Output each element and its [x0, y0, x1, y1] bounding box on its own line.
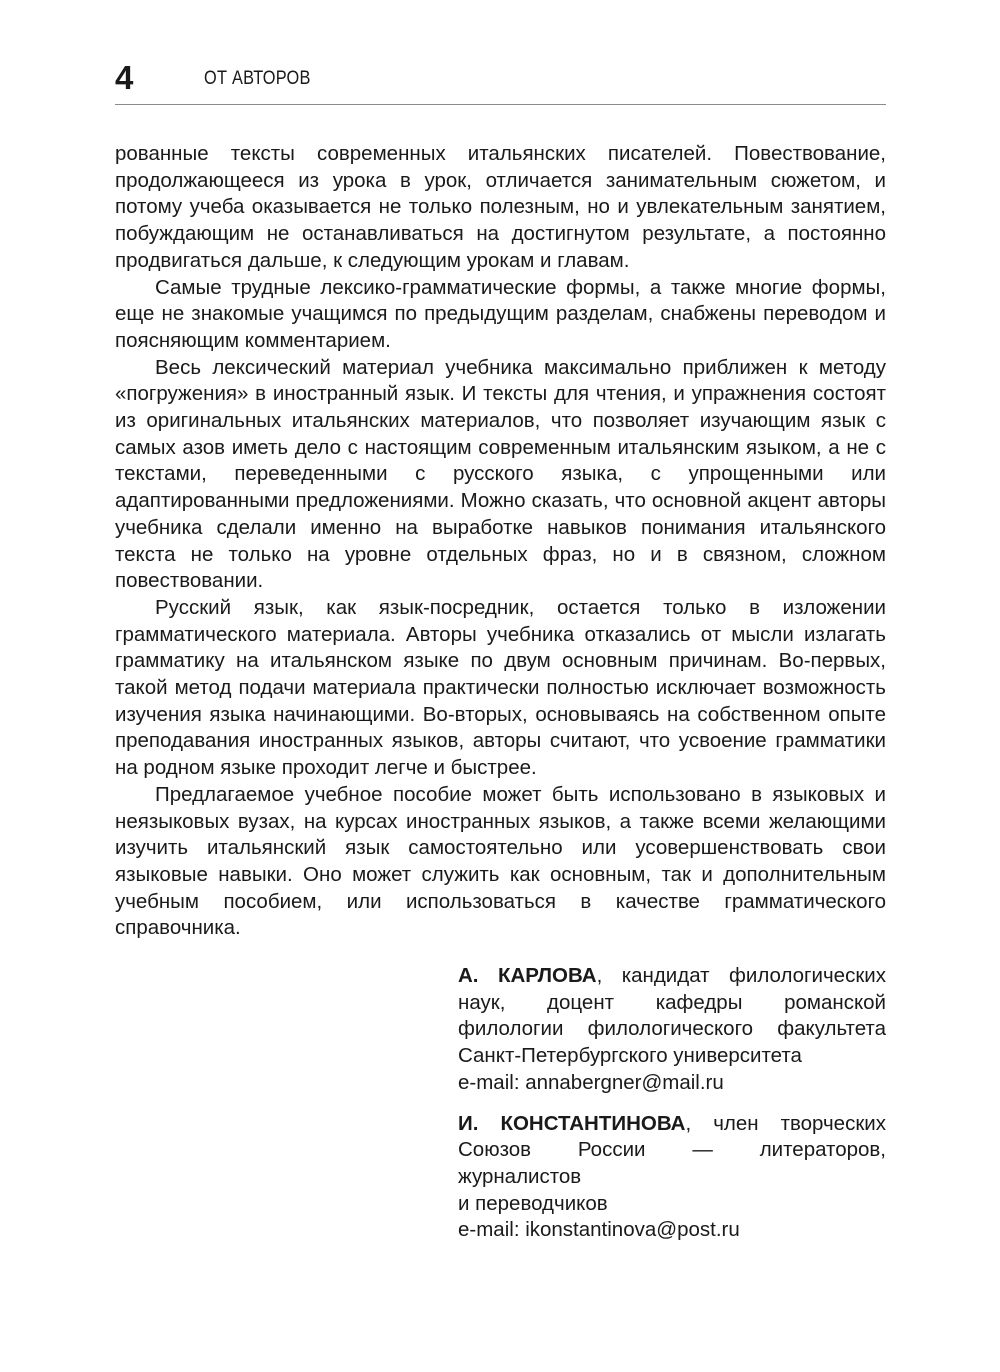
author-konstantinova-title-cont: и переводчиков [458, 1191, 608, 1215]
authors-block [458, 963, 886, 1244]
paragraph-3: Весь лексический материал учебника максимально приближен к методу «погружения» в иностранный язык. И тексты для чтения, и упражнения состоят из оригинальных итальянских материалов, что позволяет изучающим язык с самых азов иметь дело с настоящим современным итальянским языком, а не с текстами, переведенными с русского языка, с упрощенными или адаптированными предложениями. Можно сказать, что основной акцент авторы учебника сделали именно на выработке навыков понимания итальянского текста не только на уровне отдельных фраз, но и в связном, сложном повествовании. [115, 355, 886, 593]
author-konstantinova-heading [458, 1111, 886, 1191]
running-head: ОТ АВТОРОВ [204, 68, 311, 89]
page-number: 4 [115, 59, 134, 96]
paragraph-4: Русский язык, как язык-посредник, остается только в изложении грамматического материала. Авторы учебника отказались от мысли излагать грамматику на итальянском языке по двум основным причинам. Во-первых, такой метод подачи материала практически полностью исключает возможность изучения языка начинающими. Во-вторых, основываясь на собственном опыте преподавания иностранных языков, авторы считают, что усвоение грамматики на родном языке проходит легче и быстрее. [115, 595, 886, 780]
paragraph-2: Самые трудные лексико-грамматические формы, а также многие формы, еще не знакомые учащимся по предыдущим разделам, снабжены переводом и поясняющим комментарием. [115, 275, 886, 352]
body-text [115, 141, 886, 942]
paragraph-5: Предлагаемое учебное пособие может быть использовано в языковых и неязыковых вузах, на курсах иностранных языков, а также всеми желающими изучить итальянский язык самостоятельно или усовершенствовать свои языковые навыки. Оно может служить как основным, так и дополнительным учебным пособием, или использоваться в качестве грамматического справочника. [115, 782, 886, 940]
paragraph-1: рованные тексты современных итальянских писателей. Повествование, продолжающееся из урока в урок, отличается занимательным сюжетом, и потому учеба оказывается не только полезным, но и увлекательным занятием, побуждающим не останавливаться на достигнутом результате, а постоянно продвигаться дальше, к следующим урокам и главам. [115, 142, 886, 272]
author-karlova-heading [458, 963, 886, 1016]
author-konstantinova-title: , член творческих Союзов России — литераторов, журналистов [458, 1111, 886, 1188]
author-konstantinova-email: e-mail: ikonstantinova@post.ru [458, 1218, 740, 1242]
author-konstantinova-name: И. КОНСТАНТИНОВА [458, 1111, 686, 1135]
author-karlova [458, 963, 886, 1097]
author-karlova-name: А. КАРЛОВА [458, 964, 597, 987]
author-karlova-department: филологии филологического факультета [458, 1017, 886, 1041]
page-header [115, 58, 886, 105]
author-karlova-title: , кандидат филологических наук, доцент кафедры романской [458, 964, 886, 1014]
author-karlova-university: Санкт-Петербургского университета [458, 1044, 802, 1068]
author-konstantinova [458, 1111, 886, 1245]
author-karlova-email: e-mail: annabergner@mail.ru [458, 1070, 724, 1094]
